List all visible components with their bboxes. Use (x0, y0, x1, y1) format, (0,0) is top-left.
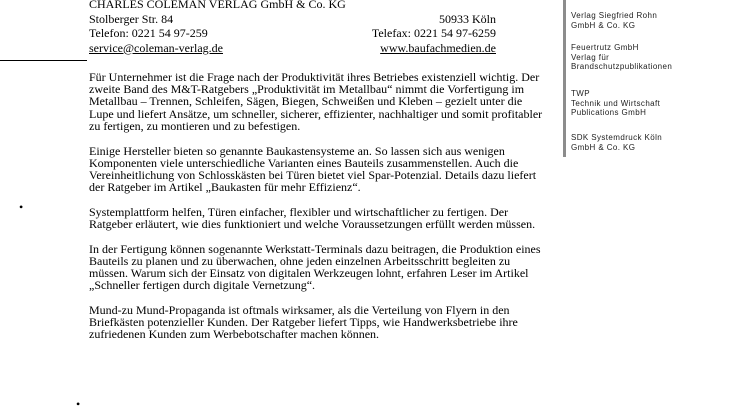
paragraph-baukasten: Einige Hersteller bieten so genannte Baukastensysteme an. So lassen sich aus wenigen Komponenten viele unterschiedliche Varianten eines Bauteils zusammenstellen. Auch die Vereinheitlichung von Schlosskästen bei Türen bietet viel Spar-Potenzial. Details dazu liefert der Ratgeber im Artikel „Baukasten für mehr Effizienz“. (89, 143, 537, 195)
sidebar-publisher-line: Verlag für (571, 52, 610, 62)
company-city: 50933 Köln (439, 11, 496, 26)
sidebar-publisher-line: GmbH & Co. KG (571, 20, 636, 30)
sidebar-publisher-line: Verlag Siegfried Rohn (571, 11, 658, 20)
sidebar-publisher-line: Feuertrutz GmbH (571, 43, 639, 52)
paragraph-systemplattform: Systemplattform helfen, Türen einfacher, flexibler und wirtschaftlicher zu fertigen. Der Ratgeber erläutert, wie dies funktioniert und welche Voraussetzungen erfüllt werden müssen. (89, 204, 536, 232)
paragraph-intro: Für Unternehmer ist die Frage nach der Produktivität ihres Betriebes existenziell wichtig. Der zweite Band des M&T-Ratgebers „Produktivität im Metallbau“ nimmt die Vorfertigung im Metallbau – Trennen, Schleifen, Sägen, Biegen, Schweißen und Kleben – gezielt unter die Lupe und liefert Ansätze, um schneller, sicherer, effizienter, nachhaltiger und somit profitabler zu fertigen, zu montieren und zu befestigen. (89, 70, 543, 133)
company-website-link[interactable]: www.baufachmedien.de (380, 40, 496, 55)
sidebar-publisher-rohn (571, 11, 657, 30)
company-email-link[interactable]: service@coleman-verlag.de (89, 40, 223, 55)
company-name: CHARLES COLEMAN VERLAG GmbH & Co. KG (89, 0, 346, 11)
sidebar-publisher-twp (571, 89, 660, 118)
article-body (89, 71, 549, 353)
company-phone: Telefon: 0221 54 97-259 (89, 26, 208, 40)
margin-bullet: • (76, 397, 81, 411)
fold-mark-rule (0, 60, 87, 61)
paragraph-mund-propaganda: Mund-zu Mund-Propaganda ist oftmals wirksamer, als die Verteilung von Flyern in den Briefkästen potenzieller Kunden. Der Ratgeber liefert Tipps, wie Handwerksbetriebe ihre zufriedenen Kunden zum Werbebotschafter machen können. (89, 303, 518, 342)
sidebar-publisher-line: SDK Systemdruck Köln (571, 133, 663, 142)
company-address-block (89, 0, 499, 55)
company-street: Stolberger Str. 84 (89, 11, 174, 26)
paragraph-werkstatt-terminals: In der Fertigung können sogenannte Werkstatt-Terminals dazu beitragen, die Produktion eines Bauteils zu planen und zu überwachen, ohne jeden einzelnen Arbeitsschritt begleiten zu müssen. Warum sich der Einsatz von digitalen Werkzeugen lohnt, erfahren Leser im Artikel „Schneller fertigen durch digitale Vernetzung“. (89, 241, 541, 293)
sidebar-publisher-line: TWP (571, 89, 590, 98)
sidebar-publisher-line: Technik und Wirtschaft (571, 98, 661, 108)
sidebar-publisher-line: GmbH & Co. KG (571, 142, 636, 152)
sidebar-publisher-line: Publications GmbH (571, 108, 647, 118)
sidebar-publisher-line: Brandschutzpublikationen (571, 62, 673, 72)
sidebar-publisher-feuertrutz (571, 43, 672, 72)
publisher-group-sidebar (563, 0, 726, 157)
margin-bullet: • (19, 200, 24, 214)
company-fax: Telefax: 0221 54 97-6259 (371, 26, 496, 40)
sidebar-publisher-sdk (571, 133, 662, 152)
